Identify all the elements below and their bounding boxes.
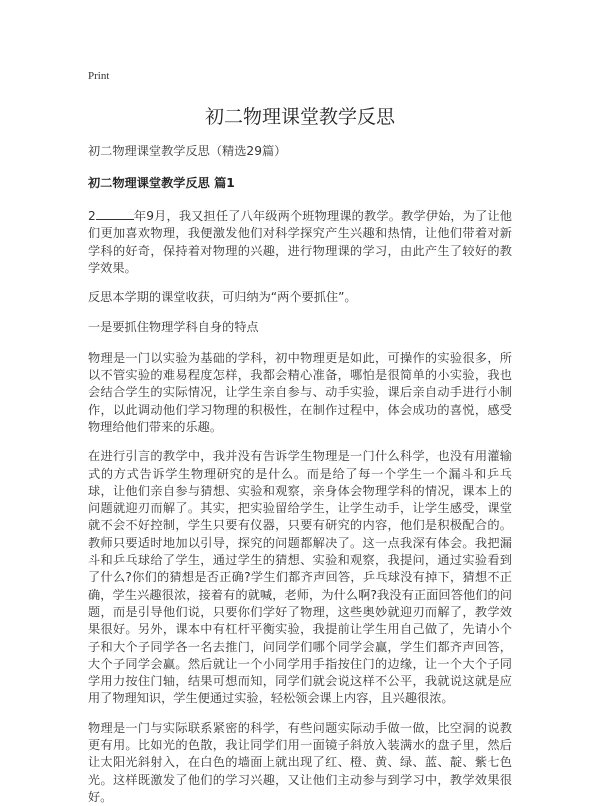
intro-paragraph (88, 208, 512, 277)
document-subtitle: 初二物理课堂教学反思（精选29篇） (88, 144, 287, 158)
section-heading: 初二物理课堂教学反思 篇1 (88, 176, 235, 190)
body-paragraph: 物理是一门与实际联系紧密的科学，有些问题实际动手做一做，比空洞的说教更有用。比如光的色散，我让同学们用一面镜子斜放入装满水的盘子里，然后让太阳光斜射入，在白色的墙面上就出现了红、橙、黄、绿、蓝、靛、紫七色光。这样既激发了他们的学习兴趣，又让他们主动参与到学习中，教学效果很好。 (88, 720, 512, 804)
print-link[interactable]: Print (88, 70, 110, 82)
fill-in-blank (96, 208, 134, 220)
summary-paragraph: 反思本学期的课堂收获，可归纳为“两个要抓住”。 (88, 290, 357, 305)
body-paragraph: 在进行引言的教学中，我并没有告诉学生物理是一门什么科学，也没有用灌输式的方式告诉学生物理研究的是什么。而是给了每一个学生一个漏斗和乒乓球，让他们亲自参与猜想、实验和观察，亲身体会物理学科的情况，课本上的问题就迎刃而解了。其实，把实验留给学生，让学生动手，让学生感受，课堂就不会不好控制，学生只要有仪器，只要有研究的内容，他们是积极配合的。教师只要适时地加以引导，探究的问题都解决了。这一点我深有体会。我把漏斗和乒乓球给了学生，通过学生的猜想、实验和观察，我提问，通过实验看到了什么?你们的猜想是否正确?学生们都齐声回答，乒乓球没有掉下，猜想不正确，学生兴趣很浓，接着有的就喊，老师，为什么啊?我没有正面回答他们的问题，而是引导他们说，只要你们学好了物理，这些奥妙就迎刃而解了，教学效果很好。另外，课本中有杠杆平衡实验，我提前让学生用自己做了，先请小个子和大个子同学各一名去推门，问同学们哪个同学会赢，学生们都齐声回答，大个子同学会赢。然后就让一个小同学用手指按住门的边缘，让一个大个子同学用力按住门轴，结果可想而知，同学们就会说这样不公平，我就说这就是应用了物理知识，学生便通过实验，轻松领会课上内容，且兴趣很浓。 (88, 449, 512, 706)
point-heading: 一是要抓住物理学科自身的特点 (88, 320, 259, 335)
intro-text: 年9月，我又担任了八年级两个班物理课的教学。教学伊始，为了让他们更加喜欢物理，我便激发他们对科学探究产生兴趣和热情，让他们带着对新学科的好奇，保持着对物理的兴趣，进行物理课的学习，由此产生了较好的教学效果。 (88, 209, 512, 275)
intro-year-prefix: 2 (88, 209, 96, 223)
body-paragraph: 物理是一门以实验为基础的学科，初中物理更是如此，可操作的实验很多，所以不管实验的难易程度怎样，我都会精心准备，哪怕是很简单的小实验，我也会结合学生的实际情况，让学生亲自参与、动手实验，课后亲自动手进行小制作，以此调动他们学习物理的积极性，在制作过程中，体会成功的喜悦，感受物理给他们带来的乐趣。 (88, 350, 512, 434)
page-title: 初二物理课堂教学反思 (204, 106, 395, 128)
